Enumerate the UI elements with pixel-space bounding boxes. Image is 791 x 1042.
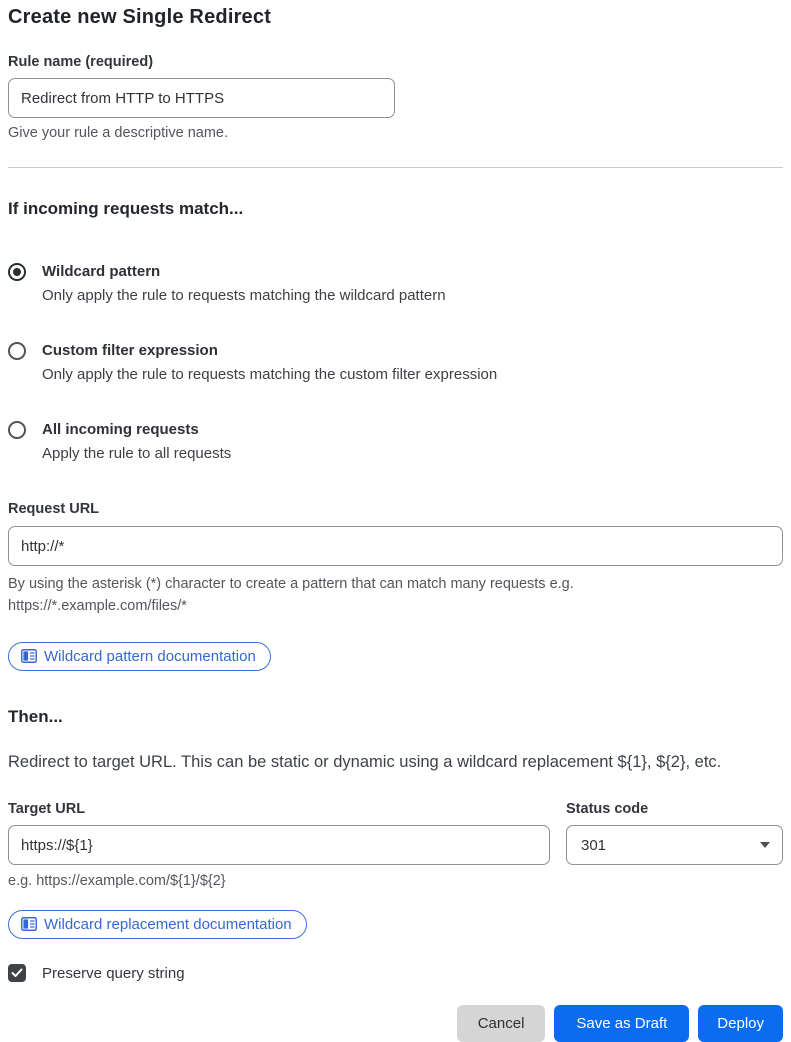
then-section-heading: Then... — [8, 707, 63, 726]
radio-description: Apply the rule to all requests — [42, 445, 232, 462]
section-divider — [8, 167, 783, 168]
radio-description: Only apply the rule to requests matching the custom filter expression — [42, 366, 498, 383]
book-open-icon — [21, 649, 37, 663]
cancel-button[interactable]: Cancel — [457, 1005, 546, 1042]
status-code-label: Status code — [566, 801, 649, 817]
radio-label: All incoming requests — [42, 421, 199, 438]
radio-unselected-icon[interactable] — [8, 421, 26, 439]
radio-option-wildcard-pattern[interactable] — [8, 262, 783, 306]
doc-button-label: Wildcard pattern documentation — [44, 647, 256, 665]
match-section-heading: If incoming requests match... — [8, 199, 244, 218]
target-url-label: Target URL — [8, 801, 86, 817]
request-url-help-line2: https://*.example.com/files/* — [8, 598, 187, 614]
save-as-draft-button[interactable]: Save as Draft — [554, 1005, 689, 1042]
preserve-query-label: Preserve query string — [42, 964, 185, 982]
chevron-down-icon — [760, 842, 770, 848]
radio-selected-icon[interactable] — [8, 263, 26, 281]
wildcard-pattern-docs-button[interactable] — [8, 642, 271, 671]
checkbox-checked-icon[interactable] — [8, 964, 26, 982]
page-title: Create new Single Redirect — [8, 6, 272, 28]
book-open-icon — [21, 917, 37, 931]
request-url-input[interactable] — [8, 526, 783, 566]
request-url-label: Request URL — [8, 501, 100, 517]
radio-unselected-icon[interactable] — [8, 342, 26, 360]
target-url-input[interactable] — [8, 825, 550, 865]
status-code-select[interactable] — [566, 825, 783, 865]
radio-option-all-requests[interactable] — [8, 420, 783, 464]
target-url-help: e.g. https://example.com/${1}/${2} — [8, 873, 226, 889]
rule-name-input[interactable] — [8, 78, 395, 118]
radio-label: Custom filter expression — [42, 342, 218, 359]
request-url-help — [8, 573, 728, 617]
rule-name-help: Give your rule a descriptive name. — [8, 125, 229, 141]
radio-description: Only apply the rule to requests matching the wildcard pattern — [42, 287, 446, 304]
form-actions — [8, 1005, 783, 1042]
request-url-help-line1: By using the asterisk (*) character to create a pattern that can match many requests e.g. — [8, 576, 574, 592]
radio-option-custom-filter[interactable] — [8, 341, 783, 385]
doc-button-label: Wildcard replacement documentation — [44, 915, 292, 933]
radio-label: Wildcard pattern — [42, 263, 161, 280]
rule-name-label: Rule name (required) — [8, 54, 154, 70]
preserve-query-row[interactable] — [8, 964, 783, 982]
then-description: Redirect to target URL. This can be static or dynamic using a wildcard replacement ${1}, ${2}, etc. — [8, 753, 722, 771]
deploy-button[interactable]: Deploy — [698, 1005, 783, 1042]
status-code-value: 301 — [581, 836, 607, 854]
wildcard-replacement-docs-button[interactable] — [8, 910, 307, 939]
